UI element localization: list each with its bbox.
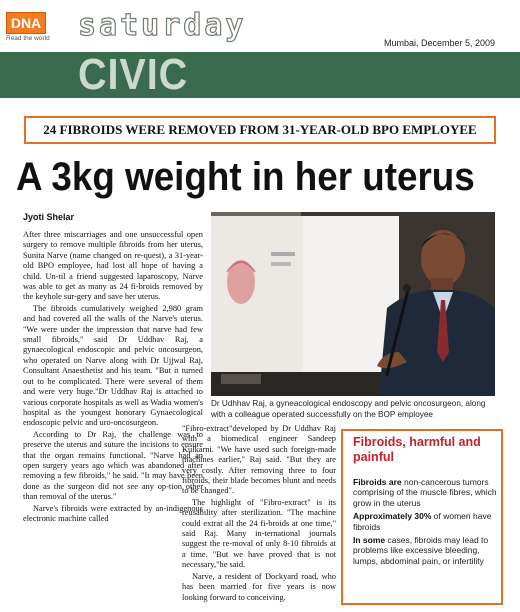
section-title: CIVIC	[78, 50, 189, 99]
article-byline: Jyoti Shelar	[23, 212, 75, 222]
paragraph: "Fibro-extract"developed by Dr Uddhav Raj with a biomedical engineer Sandeep Kulkarni. "We have used such foreign-made machines earlier," Raj said. "But they are very costly. After removing three to four fibroids, their blade becomes blunt and needs to be changed".	[182, 424, 336, 496]
logo-text: DNA	[10, 15, 42, 31]
dateline: Mumbai, December 5, 2009	[384, 38, 496, 48]
logo-tagline: Read the world	[6, 35, 50, 42]
article-headline: A 3kg weight in her uterus	[16, 155, 475, 199]
paragraph: The fibroids cumulatively weighed 2,980 gram and had covered all the walls of the Narve's uterus. "We were under the impression that narve had few small fibroids," said Dr Uddhav Raj, a gynaecological endoscopic and pelvic oncosurgeon, who operated on Narve along with Dr Ujjwal Raj, Consultant Anaesthetist and his team. "But it turned out to be complicated. There were several of them and were very huge."Dr Uddhav Raj is attached to various corporate hospitals as well as Wadia women's hospital as the youngest honorary Gynaecological endoscopic pelvic and uro-oncosurgeon.	[23, 303, 203, 428]
article-photo	[211, 212, 495, 396]
paragraph: Narve's fibroids were extracted by an-indigenous electronic machine called	[23, 503, 203, 523]
photo-caption: Dr Udhhav Raj, a gyneacological endoscopy and pelvic oncosurgeon, along with a colleague operated successfully on the BOP employee	[211, 399, 486, 419]
fact-text: of women have fibroids	[353, 511, 492, 532]
paragraph: The highlight of "Fibro-extract" is its reusability after sterilization. "The machine could extrat all the 24 fi-broids at one time," said Raj. Many in-ternational journals suggest the re-moval of only 8-10 fibroids at a time. "But we have proved that is not necessary,"he said.	[182, 497, 336, 570]
fact-box-title: Fibroids, harmful and painful	[353, 435, 481, 464]
photo-illustration	[211, 212, 495, 396]
fact-item	[353, 477, 499, 508]
fact-item	[353, 535, 499, 566]
section-day: saturday	[78, 8, 247, 43]
article-column-2	[182, 424, 336, 606]
article-column-1	[23, 230, 203, 606]
fact-lead: In some	[353, 535, 386, 546]
paragraph: After three miscarriages and one unsuccessful open surgery to remove multiple fibroids from her uterus, Sunita Narve (name changed on re-quest), a 31-year-old BPO employee, had lost all hope of having a child. Un-til a friend suggested laparoscopy, Narve was able to get as many as 24 fi-broids removed by the keyhole sur-gery and save her uterus.	[23, 230, 203, 302]
fact-text: non-cancerous tumors comprising of the muscle fibres, which grow in the uterus	[353, 477, 497, 508]
article-kicker: 24 FIBROIDS WERE REMOVED FROM 31-YEAR-OLD BPO EMPLOYEE	[24, 116, 496, 144]
fact-lead: Approximately 30%	[353, 511, 432, 522]
paragraph: Narve, a resident of Dockyard road, who has been married for five years is now looking forward to conceiving.	[182, 571, 336, 602]
fact-text: cases, fibroids may lead to problems like excessive bleeding, lumps, abdominal pain, or infertility	[353, 535, 489, 566]
fact-box-body	[353, 477, 499, 569]
fact-lead: Fibroids are	[353, 477, 402, 487]
paragraph: According to Dr Raj, the challenge was to preserve the uterus and suture the incisions to ensure that the organ remains functional. "Narve had an open surgery years ago which was abandoned after removing a few fibroids," he said. "It may have been done as the surgeon did not see any op-tion other than removal of the uterus."	[23, 429, 203, 502]
fact-item	[353, 511, 499, 532]
